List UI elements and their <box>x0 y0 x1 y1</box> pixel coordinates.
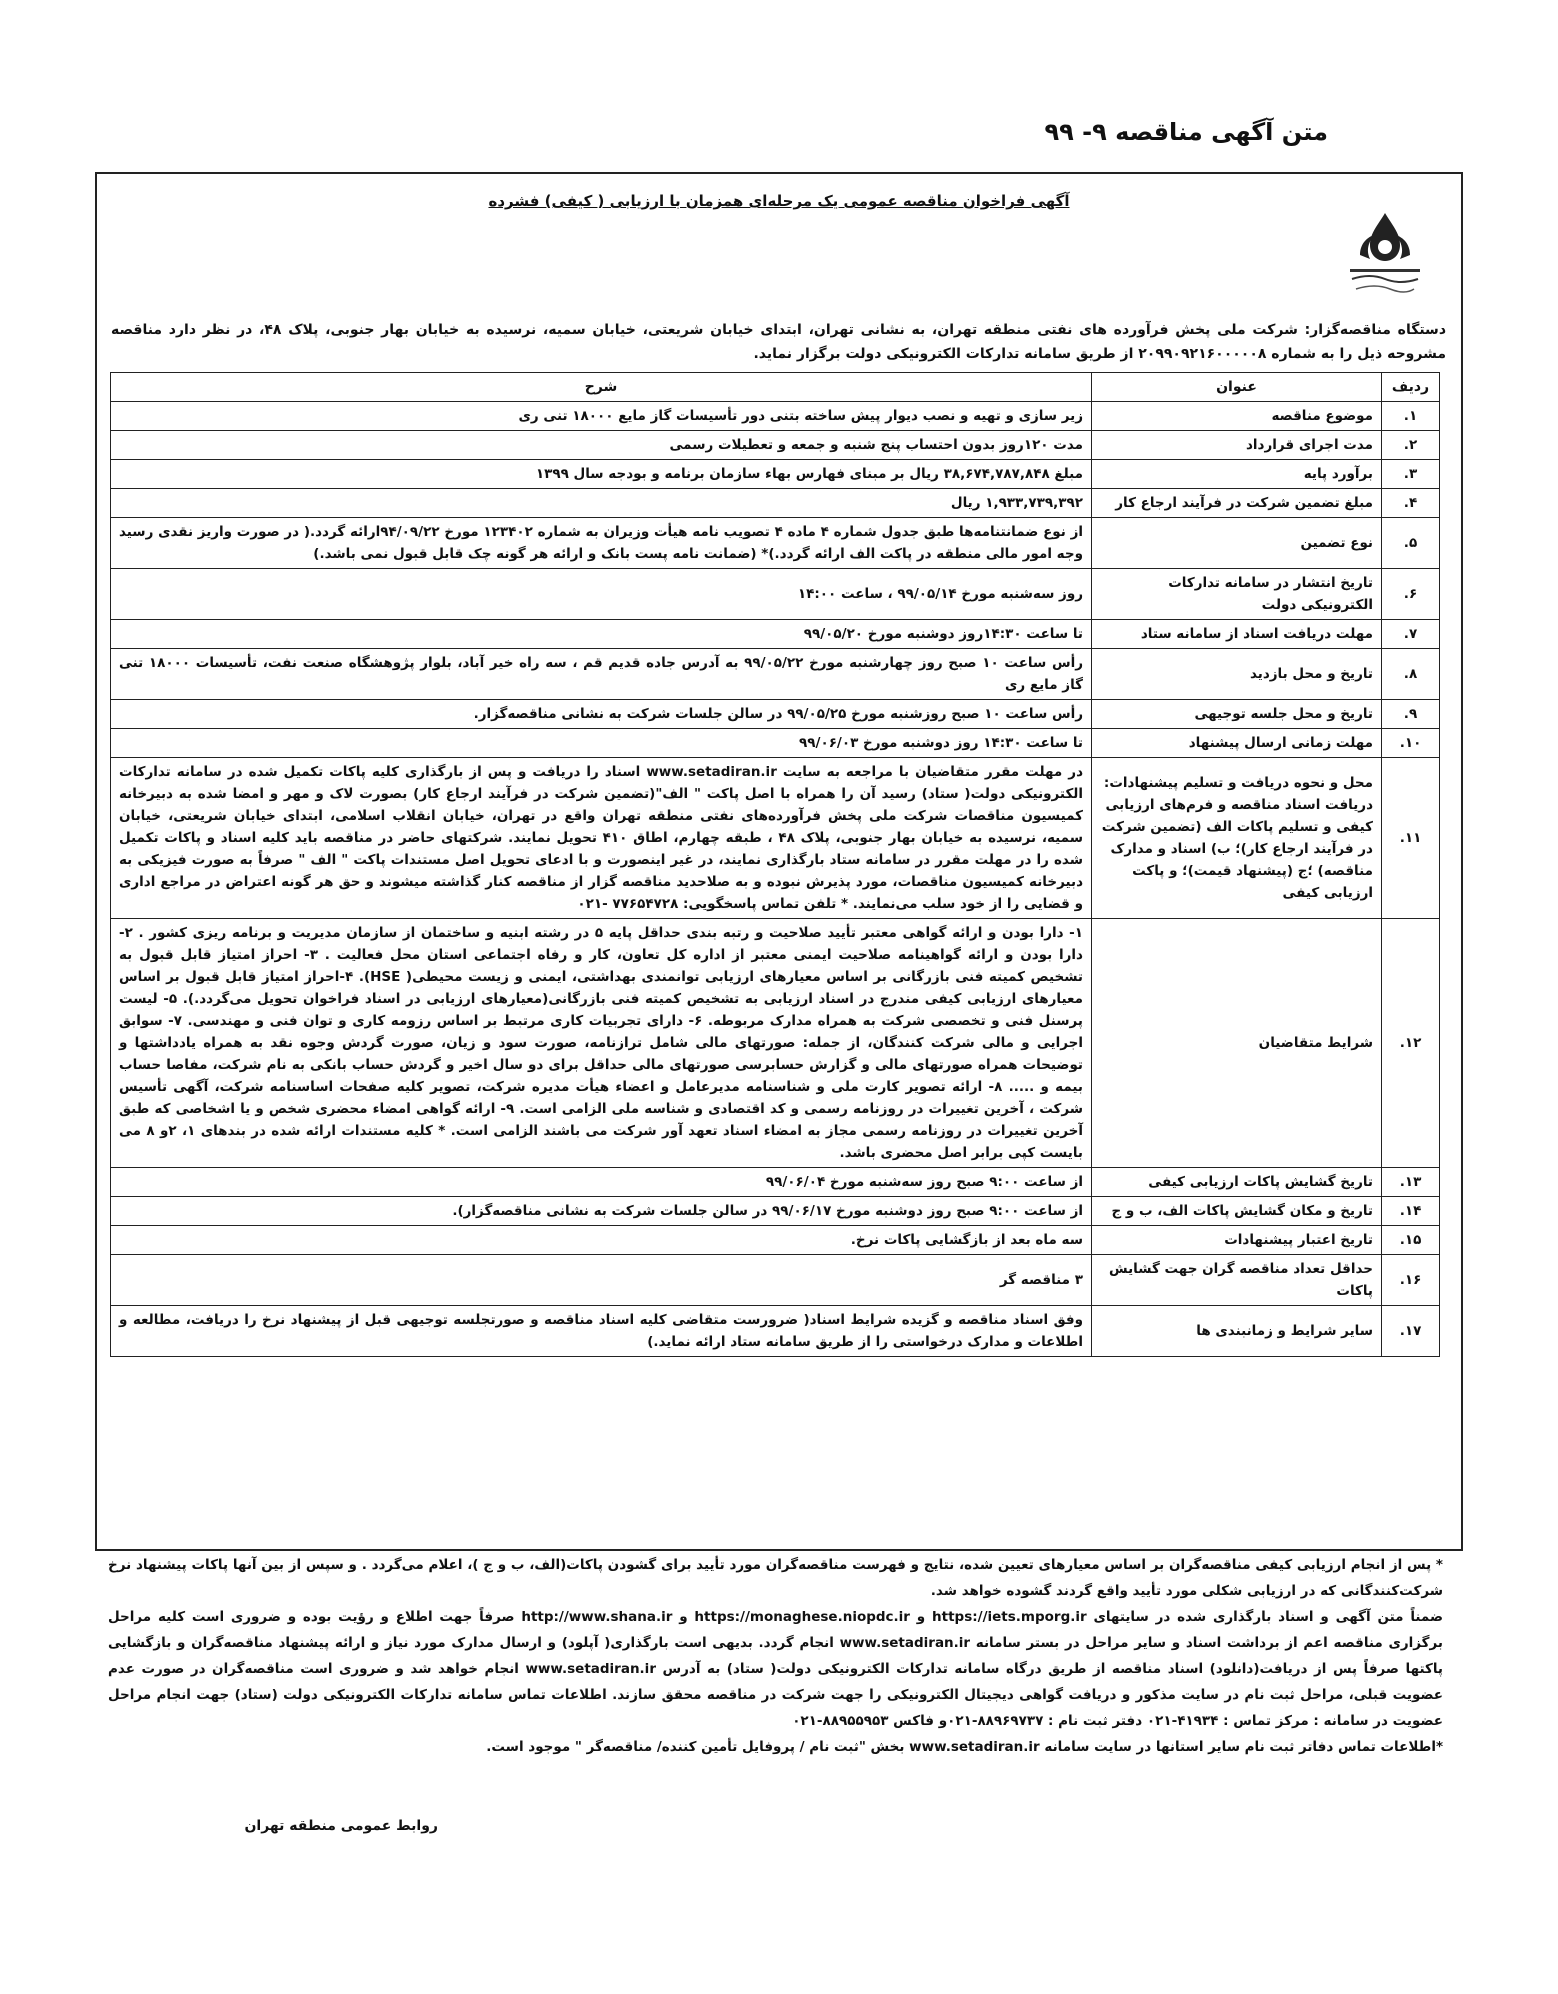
row-title: برآورد پایه <box>1092 460 1382 489</box>
row-description: از ساعت ۹:۰۰ صبح روز دوشنبه مورخ ۹۹/۰۶/۱۷ در سالن جلسات شرکت به نشانی مناقصه‌گزار). <box>111 1197 1092 1226</box>
row-number: ۴. <box>1382 489 1440 518</box>
note-contact: *اطلاعات تماس دفاتر ثبت نام سایر استانها در سایت سامانه www.setadiran.ir بخش "ثبت نام / پروفایل تأمین کننده/ مناقصه‌گر " موجود است. <box>486 1739 1443 1755</box>
row-number: ۶. <box>1382 569 1440 620</box>
table-row <box>111 649 1440 700</box>
row-title: مبلغ تضمین شرکت در فرآیند ارجاع کار <box>1092 489 1382 518</box>
row-description: ۱- دارا بودن و ارائه گواهی معتبر تأیید صلاحیت و رتبه بندی حداقل پایه ۵ در رشته ابنیه و ساختمان از سازمان مدیریت و برنامه ریزی کشور . ۲- دارا بودن و ارائه گواهینامه صلاحیت ایمنی معتبر از اداره کل تعاون، کار و رفاه اجتماعی استان محل فعالیت . ۳- احراز امتیاز قابل قبول به تشخیص کمیته فنی بازرگانی بر اساس معیارهای ارزیابی توانمندی بهداشتی، ایمنی و زیست محیطی( HSE). ۴-احراز امتیاز قابل قبول بر اساس معیارهای ارزیابی کیفی مندرج در اسناد ارزیابی به تشخیص کمیته فنی بازرگانی(معیارهای ارزیابی در اسناد فراخوان تحویل می‌گردد.). ۵- لیست پرسنل فنی و تخصصی شرکت به همراه مدارک مربوطه. ۶- دارای تجربیات کاری مرتبط بر اساس رزومه کاری و توان فنی و مهندسی. ۷- سوابق اجرایی و مالی شرکت کنندگان، از جمله: صورتهای مالی شامل ترازنامه، صورت سود و زیان، صورت گردش وجوه نقد به همراه یادداشتها و توضیحات همراه صورتهای مالی و گزارش حسابرسی صورتهای مالی حداقل برای دو سال اخیر و گردش حساب بانکی به نام شرکت، مفاصا حساب بیمه و ..... ۸- ارائه تصویر کارت ملی و شناسنامه مدیرعامل و اعضاء هیأت مدیره شرکت، تصویر کلیه صفحات اساسنامه شرکت، آگهی تأسیس شرکت ، آخرین تغییرات در روزنامه رسمی و کد اقتصادی و شناسه ملی الزامی است. ۹- ارائه گواهی امضاء محضری شخص و یا اشخاصی که طبق آخرین تغییرات در روزنامه رسمی مجاز به امضاء اسناد تعهد آور شرکت می باشند الزامی است. * کلیه مستندات ارائه شده در بندهای ۱، ۲و ۸ می بایست کپی برابر اصل محضری باشد. <box>111 919 1092 1168</box>
row-number: ۱. <box>1382 402 1440 431</box>
row-title: تاریخ انتشار در سامانه تدارکات الکترونیکی دولت <box>1092 569 1382 620</box>
table-row <box>111 919 1440 1168</box>
row-number: ۹. <box>1382 700 1440 729</box>
table-row <box>111 1255 1440 1306</box>
intro-label: دستگاه مناقصه‌گزار: <box>1304 322 1447 338</box>
row-description: در مهلت مقرر متقاضیان با مراجعه به سایت www.setadiran.ir اسناد را دریافت و پس از بارگذاری کلیه پاکات تکمیل شده در سامانه تدارکات الکترونیکی دولت( ستاد) رسید آن را همراه با اصل پاکت " الف"(تضمین شرکت در فرآیند ارجاع کار) بصورت لاک و مهر و امضا شده به دبیرخانه کمیسیون مناقصات شرکت ملی پخش فرآورده‌های نفتی منطقه تهران واقع در تهران، خیابان انقلاب اسلامی، ابتدای خیابان شریعتی، خیابان سمیه، نرسیده به خیابان بهار جنوبی، پلاک ۴۸ ، طبقه چهارم، اطاق ۴۱۰ تحویل نمایند. شرکتهای حاضر در مناقصه باید کلیه اسناد و پاکات تکمیل شده را در مهلت مقرر در سامانه ستاد بارگذاری نمایند، در غیر اینصورت و با ادعای تحویل اصل مستندات پاکت " الف " صرفاً به صورت فیزیکی به دبیرخانه کمیسیون مناقصات، مورد پذیرش نبوده و به صلاحدید مناقصه گزار از مناقصه کنار گذاشته میشوند و حق هر گونه اعتراض در مراجع اداری و قضایی را از خود سلب می‌نمایند. * تلفن تماس پاسخگویی: ۷۷۶۵۴۷۲۸ -۰۲۱ <box>111 758 1092 919</box>
table-row <box>111 620 1440 649</box>
row-title: مهلت دریافت اسناد از سامانه ستاد <box>1092 620 1382 649</box>
row-number: ۱۶. <box>1382 1255 1440 1306</box>
row-number: ۷. <box>1382 620 1440 649</box>
row-number: ۱۵. <box>1382 1226 1440 1255</box>
notes-section <box>108 1552 1443 1760</box>
table-row <box>111 1306 1440 1357</box>
row-description: رأس ساعت ۱۰ صبح روزشنبه مورخ ۹۹/۰۵/۲۵ در سالن جلسات شرکت به نشانی مناقصه‌گزار. <box>111 700 1092 729</box>
intro-text: شرکت ملی پخش فرآورده های نفتی منطقه تهران، به نشانی تهران، ابتدای خیابان شریعتی، خیابان سمیه، نرسیده به خیابان بهار جنوبی، پلاک ۴۸، در نظر دارد مناقصه مشروحه ذیل را به شماره ۲۰۹۹۰۹۲۱۶۰۰۰۰۰۸ از طریق سامانه تدارکات الکترونیکی دولت برگزار نماید. <box>111 322 1446 362</box>
row-title: محل و نحوه دریافت و تسلیم پیشنهادات: دریافت اسناد مناقصه و فرم‌های ارزیابی کیفی و تسلیم پاکات الف (تضمین شرکت در فرآیند ارجاع کار)؛ ب) اسناد و مدارک مناقصه) ؛ج (پیشنهاد قیمت)؛ و پاکت ارزیابی کیفی <box>1092 758 1382 919</box>
tender-details-table <box>110 372 1440 1357</box>
row-description: از نوع ضمانتنامه‌ها طبق جدول شماره ۴ ماده ۴ تصویب نامه هیأت وزیران به شماره ۱۲۳۴۰۲ مورخ ۹۴/۰۹/۲۲ارائه گردد.( در صورت واریز نقدی رسید وجه امور مالی منطقه در پاکت الف ارائه گردد.)* (ضمانت نامه پست بانک و ارائه هر گونه چک قابل قبول نمی باشد.) <box>111 518 1092 569</box>
company-logo-icon <box>1330 205 1440 305</box>
row-number: ۱۱. <box>1382 758 1440 919</box>
row-title: شرایط متقاضیان <box>1092 919 1382 1168</box>
row-title: سایر شرایط و زمانبندی ها <box>1092 1306 1382 1357</box>
row-number: ۵. <box>1382 518 1440 569</box>
row-number: ۱۲. <box>1382 919 1440 1168</box>
row-description: ۳ مناقصه گر <box>111 1255 1092 1306</box>
row-number: ۱۷. <box>1382 1306 1440 1357</box>
row-title: مدت اجرای قرارداد <box>1092 431 1382 460</box>
table-row <box>111 402 1440 431</box>
note-evaluation: * پس از انجام ارزیابی کیفی مناقصه‌گران بر اساس معیارهای تعیین شده، نتایج و فهرست مناقصه‌گران مورد تأیید برای گشودن پاکات(الف، ب و ج )، اعلام می‌گردد . و سپس از بین آنها پاکات پیشنهاد نرخ شرکت‌کنندگانی که در ارزیابی شکلی مورد تأیید واقع گردند گشوده خواهد شد. <box>108 1557 1443 1599</box>
table-row <box>111 1226 1440 1255</box>
header-title: عنوان <box>1092 373 1382 402</box>
row-title: تاریخ اعتبار پیشنهادات <box>1092 1226 1382 1255</box>
row-description: مدت ۱۲۰روز بدون احتساب پنج شنبه و جمعه و تعطیلات رسمی <box>111 431 1092 460</box>
row-number: ۱۳. <box>1382 1168 1440 1197</box>
row-description: ۱,۹۳۳,۷۳۹,۳۹۲ ریال <box>111 489 1092 518</box>
row-title: تاریخ و محل بازدید <box>1092 649 1382 700</box>
row-description: سه ماه بعد از بازگشایی پاکات نرخ. <box>111 1226 1092 1255</box>
row-title: حداقل تعداد مناقصه گران جهت گشایش پاکات <box>1092 1255 1382 1306</box>
intro-paragraph <box>111 318 1446 366</box>
header-description: شرح <box>111 373 1092 402</box>
table-row <box>111 569 1440 620</box>
table-row <box>111 1168 1440 1197</box>
row-description: وفق اسناد مناقصه و گزیده شرایط اسناد( ضرورست متقاضی کلیه اسناد مناقصه و صورتجلسه توجیهی قبل از پیشنهاد نرخ را دریافت، مطالعه و اطلاعات و مدارک درخواستی را از طریق سامانه ستاد ارائه نماید.) <box>111 1306 1092 1357</box>
row-number: ۸. <box>1382 649 1440 700</box>
row-number: ۱۰. <box>1382 729 1440 758</box>
row-title: تاریخ و مکان گشایش پاکات الف، ب و ج <box>1092 1197 1382 1226</box>
table-row <box>111 518 1440 569</box>
row-title: مهلت زمانی ارسال پیشنهاد <box>1092 729 1382 758</box>
row-description: از ساعت ۹:۰۰ صبح روز سه‌شنبه مورخ ۹۹/۰۶/۰۴ <box>111 1168 1092 1197</box>
table-row <box>111 700 1440 729</box>
table-row <box>111 431 1440 460</box>
row-title: تاریخ و محل جلسه توجیهی <box>1092 700 1382 729</box>
row-description: مبلغ ۳۸,۶۷۴,۷۸۷,۸۴۸ ریال بر مبنای فهارس بهاء سازمان برنامه و بودجه سال ۱۳۹۹ <box>111 460 1092 489</box>
row-title: موضوع مناقصه <box>1092 402 1382 431</box>
table-header-row <box>111 373 1440 402</box>
note-websites: ضمناً متن آگهی و اسناد بارگذاری شده در سایتهای https://iets.mporg.ir و https://monaghese.niopdc.ir و http://www.shana.ir صرفاً جهت اطلاع و رؤیت بوده و ضروری است کلیه مراحل برگزاری مناقصه اعم از برداشت اسناد و سایر مراحل در بستر سامانه www.setadiran.ir انجام گردد. بدیهی است بارگذاری( آپلود) و ارسال مدارک مورد نیاز و ارائه پیشنهاد مناقصه‌گران و بازگشایی پاکتها صرفاً پس از دریافت(دانلود) اسناد مناقصه از طریق درگاه سامانه تدارکات الکترونیکی دولت( ستاد) به آدرس www.setadiran.ir انجام خواهد شد و ضروری است مناقصه‌گران در صورت عدم عضویت قبلی، مراحل ثبت نام در سایت مذکور و دریافت گواهی دیجیتال الکترونیکی را جهت شرکت در مناقصه محقق سازند. اطلاعات تماس سامانه تدارکات الکترونیکی دولت (ستاد) جهت انجام مراحل عضویت در سامانه : مرکز تماس : ۴۱۹۳۴-۰۲۱ دفتر ثبت نام : ۸۸۹۶۹۷۳۷-۰۲۱و فاکس ۸۸۹۵۵۹۵۳-۰۲۱ <box>108 1609 1444 1729</box>
table-row <box>111 1197 1440 1226</box>
row-number: ۱۴. <box>1382 1197 1440 1226</box>
table-row <box>111 460 1440 489</box>
table-row <box>111 758 1440 919</box>
page-title: متن آگهی مناقصه ۹- ۹۹ <box>1044 118 1328 146</box>
row-description: تا ساعت ۱۴:۳۰ روز دوشنبه مورخ ۹۹/۰۶/۰۳ <box>111 729 1092 758</box>
row-number: ۳. <box>1382 460 1440 489</box>
table-row <box>111 729 1440 758</box>
row-number: ۲. <box>1382 431 1440 460</box>
row-title: تاریخ گشایش پاکات ارزیابی کیفی <box>1092 1168 1382 1197</box>
row-title: نوع تضمین <box>1092 518 1382 569</box>
row-description: تا ساعت ۱۴:۳۰روز دوشنبه مورخ ۹۹/۰۵/۲۰ <box>111 620 1092 649</box>
footer-signature: روابط عمومی منطقه تهران <box>244 1818 438 1834</box>
row-description: زیر سازی و تهیه و نصب دیوار پیش ساخته بتنی دور تأسیسات گاز مایع ۱۸۰۰۰ تنی ری <box>111 402 1092 431</box>
row-description: رأس ساعت ۱۰ صبح روز چهارشنبه مورخ ۹۹/۰۵/۲۲ به آدرس جاده قدیم قم ، سه راه خیر آباد، بلوار پژوهشگاه صنعت نفت، تأسیسات ۱۸۰۰۰ تنی گاز مایع ری <box>111 649 1092 700</box>
table-row <box>111 489 1440 518</box>
header-row-number: ردیف <box>1382 373 1440 402</box>
row-description: روز سه‌شنبه مورخ ۹۹/۰۵/۱۴ ، ساعت ۱۴:۰۰ <box>111 569 1092 620</box>
notice-subtitle: آگهی فراخوان مناقصه عمومی یک مرحله‌ای همزمان با ارزیابی ( کیفی) فشرده <box>488 192 1070 210</box>
